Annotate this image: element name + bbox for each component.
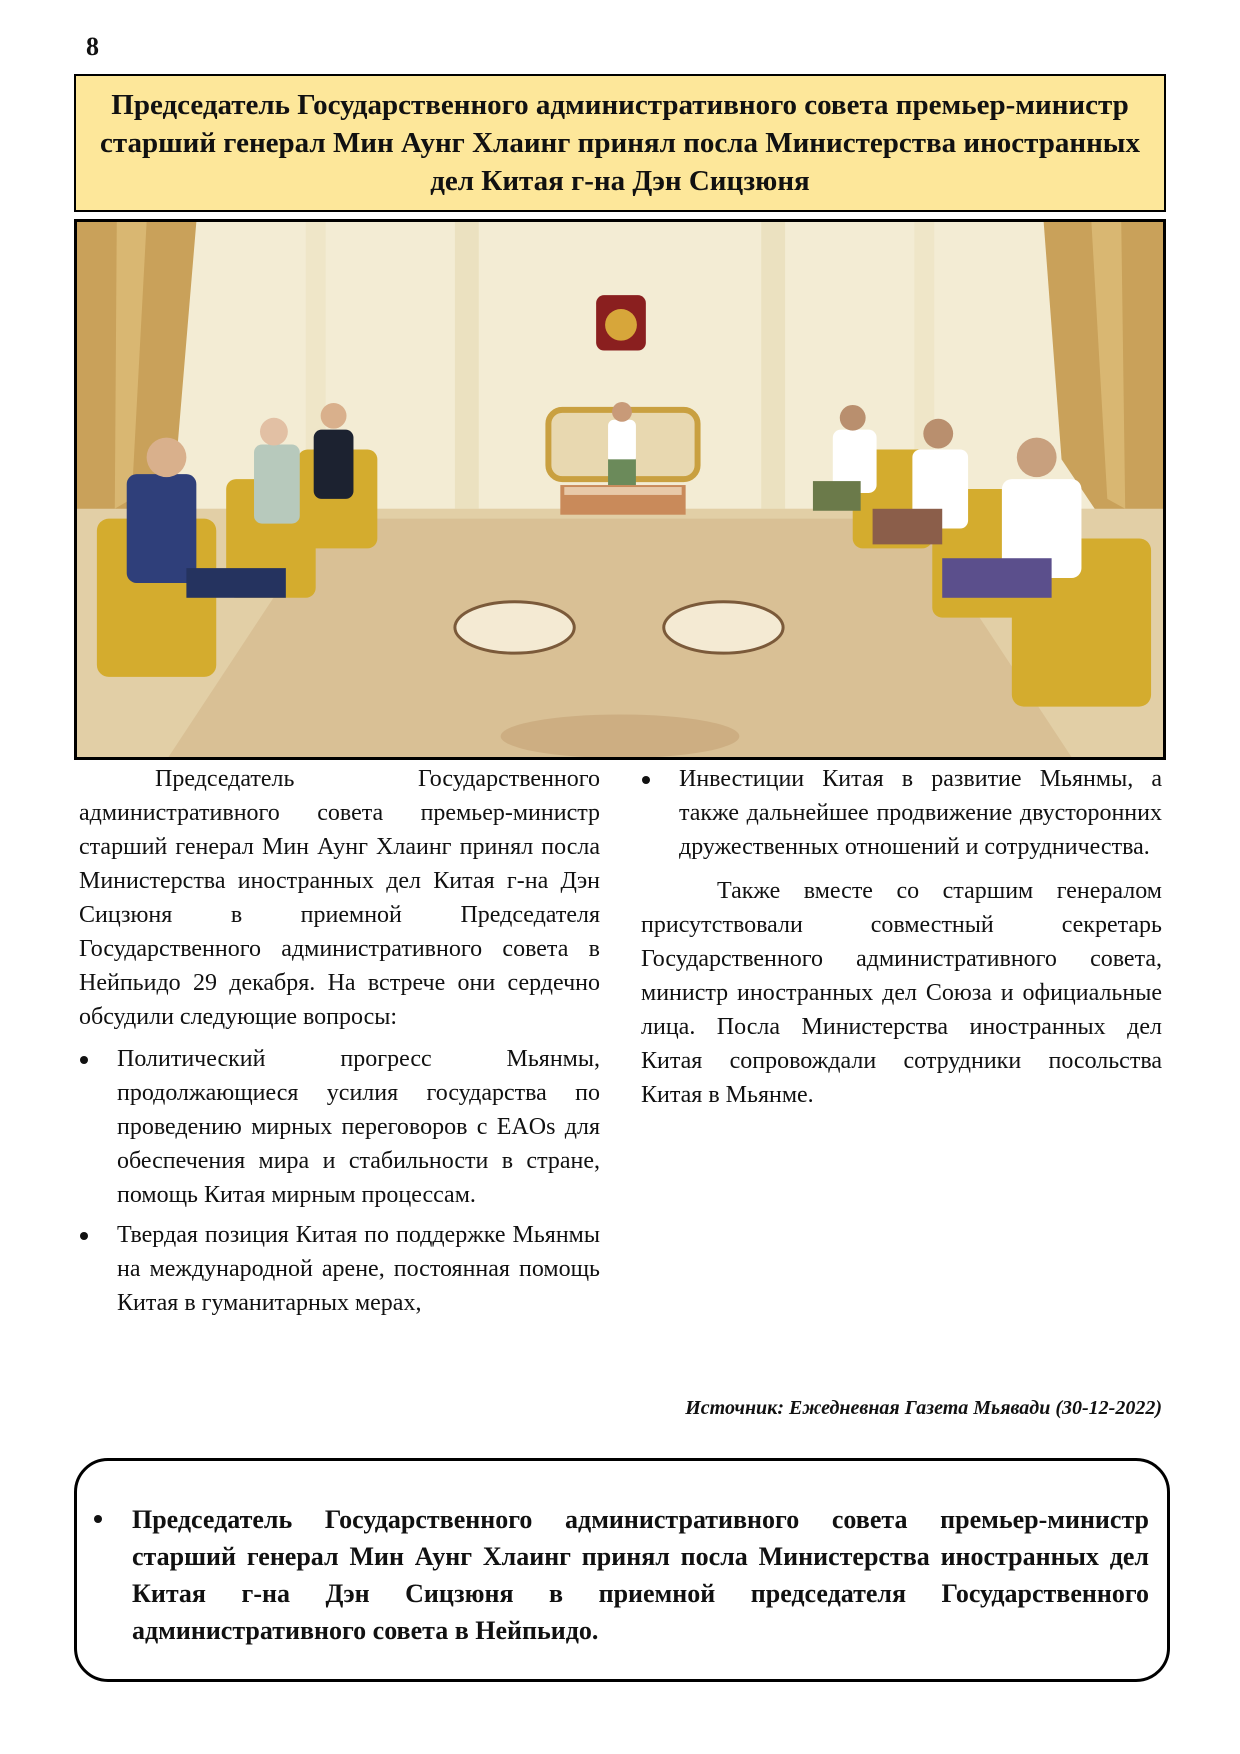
- list-item: [641, 762, 1162, 864]
- summary-item: [132, 1501, 1149, 1649]
- bullet-icon: [80, 1232, 88, 1240]
- bullet-icon: [80, 1056, 88, 1064]
- meeting-photo-illustration: [77, 222, 1163, 757]
- article-source: Источник: Ежедневная Газета Мьявади (30-12-2022): [685, 1397, 1162, 1419]
- list-item-text: Инвестиции Китая в развитие Мьянмы, а также дальнейшее продвижение двусторонних дружественных отношений и сотрудничества.: [679, 766, 1162, 860]
- summary-box: [74, 1458, 1170, 1682]
- article-right-column: [641, 762, 1162, 1112]
- article-closing: Также вместе со старшим генералом присутствовали совместный секретарь Государственного административного совета, министр иностранных дел Союза и официальные лица. Посла Министерства иностранных дел Китая сопровождали сотрудники посольства Китая в Мьянме.: [641, 878, 1162, 1108]
- article-title-box: [74, 74, 1166, 212]
- page-number: 8: [86, 32, 99, 61]
- bullet-icon: [94, 1515, 102, 1523]
- list-item: [79, 1042, 600, 1212]
- bullet-icon: [642, 776, 650, 784]
- list-item-text: Политический прогресс Мьянмы, продолжающиеся усилия государства по проведению мирных переговоров с EAOs для обеспечения мира и стабильности в стране, помощь Китая мирным процессам.: [117, 1046, 600, 1208]
- article-intro: Председатель Государственного административного совета премьер-министр старший генерал Мин Аунг Хлаинг принял посла Министерства иностранных дел Китая г-на Дэн Сицзюня в приемной Председателя Государственного административного совета в Нейпьидо 29 декабря. На встрече они сердечно обсудили следующие вопросы:: [79, 766, 600, 1030]
- meeting-photo: [74, 219, 1166, 760]
- list-item: [79, 1218, 600, 1320]
- topics-list-right: [641, 762, 1162, 864]
- summary-text: Председатель Государственного административного совета премьер-министр старший генерал Мин Аунг Хлаинг принял посла Министерства иностранных дел Китая г-на Дэн Сицзюня в приемной председателя Государственного административного совета в Нейпьидо.: [132, 1505, 1149, 1645]
- list-item-text: Твердая позиция Китая по поддержке Мьянмы на международной арене, постоянная помощь Китая в гуманитарных мерах,: [117, 1222, 600, 1316]
- article-title: Председатель Государственного административного совета премьер-министр старший генерал Мин Аунг Хлаинг принял посла Министерства иностранных дел Китая г-на Дэн Сицзюня: [100, 89, 1140, 197]
- topics-list-left: [79, 1042, 600, 1320]
- article-left-column: [79, 762, 600, 1326]
